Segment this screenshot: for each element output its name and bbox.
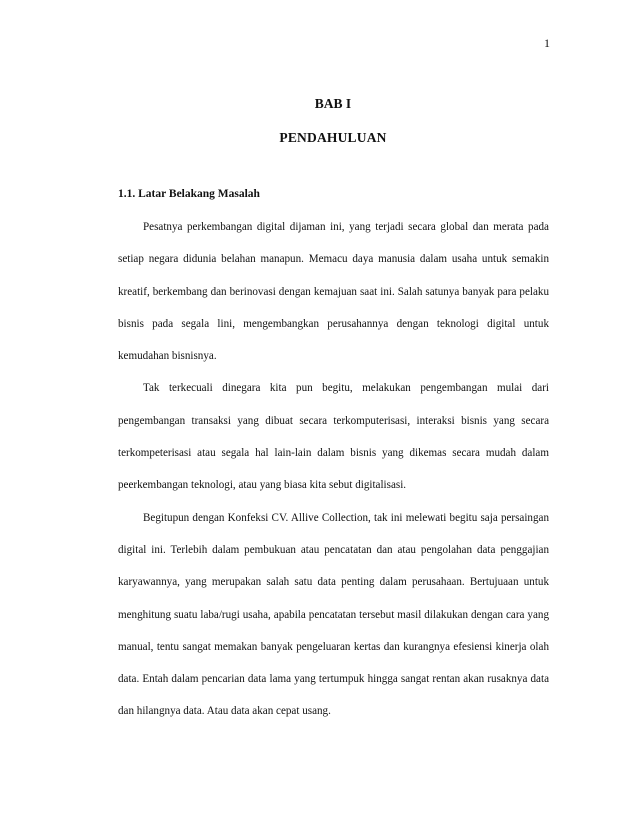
- paragraph: Begitupun dengan Konfeksi CV. Allive Collection, tak ini melewati begitu saja persaingan digital ini. Terlebih dalam pembukuan atau pencatatan dan atau pengolahan data penggajian karyawannya, yang merupakan salah satu data penting dalam perusahaan. Bertujuaan untuk menghitung suatu laba/rugi usaha, apabila pencatatan tersebut masil dilakukan dengan cara yang manual, tentu sangat memakan banyak pengeluaran kertas dan kurangnya efesiensi kinerja olah data. Entah dalam pencarian data lama yang tertumpuk hingga sangat rentan akan rusaknya data dan hilangnya data. Atau data akan cepat usang.: [118, 511, 549, 718]
- chapter-title: PENDAHULUAN: [279, 130, 387, 145]
- section-heading: 1.1. Latar Belakang Masalah: [118, 188, 260, 200]
- paragraph: Pesatnya perkembangan digital dijaman ini, yang terjadi secara global dan merata pada setiap negara didunia belahan manapun. Memacu daya manusia dalam usaha untuk semakin kreatif, berkembang dan berinovasi dengan kemajuan saat ini. Salah satunya banyak para pelaku bisnis pada segala lini, mengembangkan perusahannya dengan teknologi digital untuk kemudahan bisnisnya.: [118, 221, 549, 363]
- chapter-number: BAB I: [314, 96, 352, 111]
- paragraph: Tak terkecuali dinegara kita pun begitu, melakukan pengembangan mulai dari pengembangan transaksi yang dibuat secara terkomputerisasi, interaksi bisnis yang secara terkompeterisasi atau segala hal lain-lain dalam bisnis yang dikemas secara mudah dalam peerkembangan teknologi, atau yang biasa kita sebut digitalisasi.: [118, 382, 549, 492]
- body-text: [118, 211, 549, 728]
- page-number: 1: [544, 36, 550, 50]
